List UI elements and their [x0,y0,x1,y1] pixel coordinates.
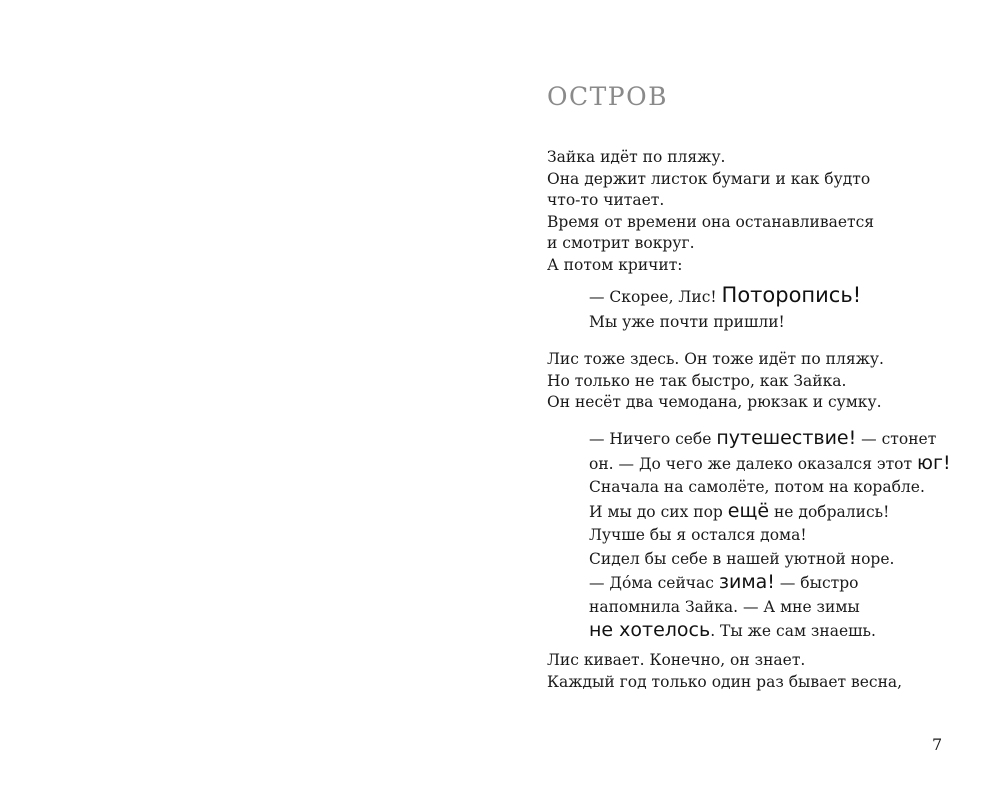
emphasis-word: путешествие! [716,427,857,449]
emphasis-word: ещё [727,499,770,522]
emphasis-word: не хотелось [589,619,711,641]
text-line: Каждый год только один раз бывает весна, [547,672,903,691]
chapter-title: ОСТРОВ [547,82,668,111]
dialogue-text: И мы до сих пор [589,502,728,521]
paragraph-intro [547,147,874,276]
dialogue-line: Мы уже почти пришли! [589,313,785,331]
text-line: Лис кивает. Конечно, он знает. [547,651,806,669]
paragraph-closing [547,650,902,693]
dialogue-lis [589,427,951,644]
dialogue-text: — быстро [774,574,859,592]
text-line: и смотрит вокруг. [547,234,695,252]
dialogue-line [589,500,951,525]
dialogue-zayka [589,285,861,335]
text-line: Но только не так быстро, как Зайка. [547,371,847,390]
text-line: что-то читает. [547,191,665,209]
paragraph-lis [547,349,884,414]
dialogue-text: — Скорее, Лис! [589,288,722,306]
dialogue-text: — Дóма сейчас [589,574,719,592]
dialogue-line: Сначала на самолёте, потом на корабле. [589,478,925,496]
right-page [500,0,1000,800]
dialogue-text: — Ничего себе [589,430,717,448]
dialogue-line [589,285,861,310]
dialogue-line [589,571,951,596]
dialogue-line: Лучше бы я остался дома! [589,526,807,544]
dialogue-text: не добрались! [769,502,890,521]
text-line: Она держит листок бумаги и как будто [547,169,871,188]
emphasis-word: зима! [718,571,775,593]
emphasis-word: Поторопись! [721,283,862,307]
dialogue-line: Сидел бы себе в нашей уютной норе. [589,549,895,568]
text-line: А потом кричит: [547,255,683,274]
text-line: Время от времени она останавливается [547,212,875,231]
dialogue-line: напомнила Зайка. — А мне зимы [589,597,860,616]
dialogue-text: он. — До чего же далеко оказался этот [589,454,917,473]
dialogue-line [589,452,951,477]
page-number: 7 [932,735,943,754]
text-line: Лис тоже здесь. Он тоже идёт по пляжу. [547,350,884,368]
text-line: Зайка идёт по пляжу. [547,148,726,166]
emphasis-word: юг! [917,451,951,474]
dialogue-text: . Ты же сам знаешь. [710,622,876,640]
dialogue-line [589,427,951,452]
dialogue-text: — стонет [856,430,937,448]
dialogue-line [589,619,951,644]
text-line: Он несёт два чемодана, рюкзак и сумку. [547,393,882,411]
